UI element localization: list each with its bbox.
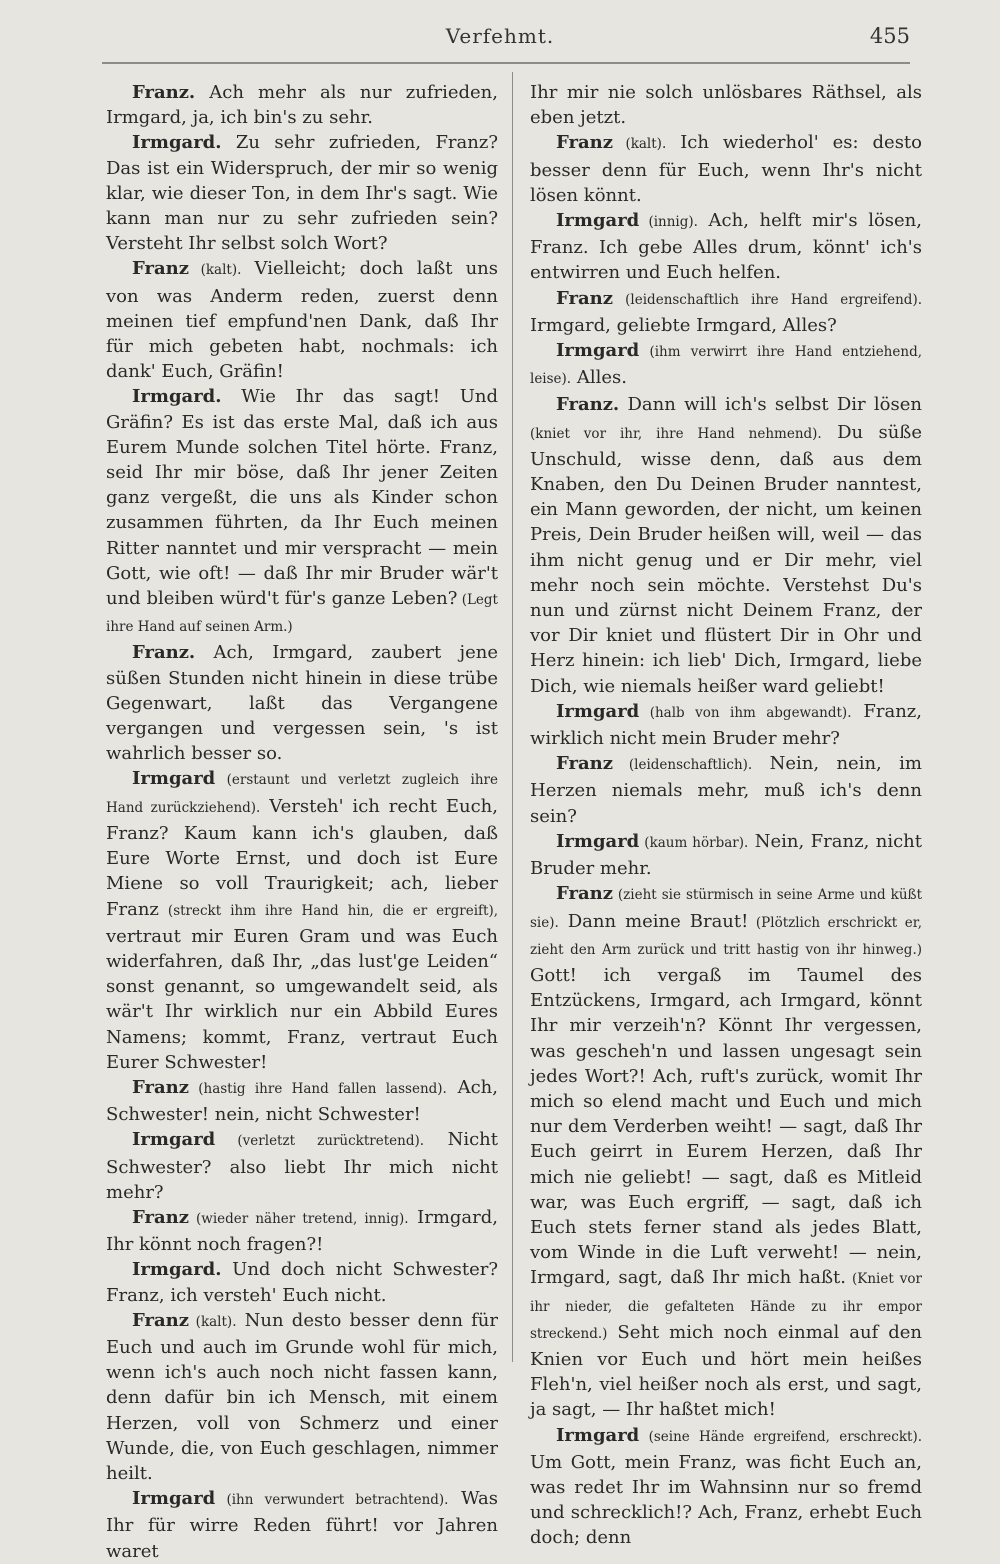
dialogue-paragraph (106, 1127, 498, 1205)
speaker-name: Franz. (556, 394, 620, 416)
dialogue-paragraph (106, 766, 498, 1074)
speaker-name: Franz (132, 258, 189, 280)
dialogue-text: Ach mehr als nur zufrieden, Irmgard, ja, ich bin's zu sehr. (106, 82, 498, 129)
stage-direction: (verletzt zurücktretend). (215, 1133, 425, 1150)
dialogue-text: Dann meine Braut! (558, 910, 749, 932)
dialogue-paragraph (106, 1075, 498, 1127)
stage-direction: (streckt ihm ihre Hand hin, die er ergreift), (158, 902, 498, 919)
speaker-name: Franz (556, 132, 613, 154)
stage-direction: (hastig ihre Hand fallen lassend). (188, 1080, 447, 1097)
dialogue-text: Versteh' ich recht Euch, Franz? Kaum kann ich's glauben, daß Eure Worte Ernst, und doch ist Eure Miene so voll Traurigkeit; ach, lieber Franz (106, 795, 498, 920)
dialogue-text: Alles. (571, 367, 627, 389)
stage-direction: (kaum hörbar). (639, 834, 749, 851)
dialogue-text: Dann will ich's selbst Dir lösen (619, 394, 922, 416)
stage-direction: (kniet vor ihr, ihre Hand nehmend). (530, 425, 822, 442)
speaker-name: Irmgard (556, 210, 640, 232)
dialogue-paragraph (106, 1205, 498, 1257)
stage-direction: (wieder näher tretend, innig). (188, 1210, 409, 1227)
speaker-name: Irmgard (556, 340, 640, 362)
speaker-name: Franz (132, 1309, 189, 1331)
dialogue-text: Vielleicht; doch laßt uns von was Anderm reden, zuerst denn meinen tief empfund'nen Dank, daß Ihr für mich gebeten habt, nochmals: ich dank' Euch, Gräfin! (106, 258, 499, 383)
dialogue-text: Nein, Franz, nicht Bruder mehr. (530, 830, 922, 880)
dialogue-paragraph (530, 80, 922, 130)
column-divider (512, 72, 513, 1362)
speaker-name: Franz. (132, 82, 196, 103)
dialogue-paragraph (106, 1308, 498, 1486)
speaker-name: Irmgard (556, 700, 640, 722)
dialogue-text: Nun desto besser denn für Euch und auch im Grunde wohl für mich, wenn ich's auch noch nicht fassen kann, denn dafür bin ich Mensch, mit einem Herzen, voll von Schmerz und einer Wunde, die, von Euch geschlagen, nimmer heilt. (106, 1309, 498, 1484)
stage-direction: (ihm verwirrt ihre Hand entziehend, leise). (530, 344, 922, 388)
dialogue-text: Ich wiederhol' es: desto besser denn für Euch, wenn Ihr's nicht lösen könnt. (530, 132, 923, 206)
dialogue-text: vertraut mir Euren Gram und was Euch widerfahren, daß Ihr, „das lust'ge Leiden“ sonst genannt, so umgewandelt seid, als wär't Ihr wirklich nur ein Abbild Eures Namens; kommt, Franz, vertraut Euch Eurer Schwester! (106, 925, 498, 1073)
dialogue-text: Du süße Unschuld, wisse denn, daß aus dem Knaben, den Du Deinen Bruder nanntest, ein Mann geworden, der nicht, um keinen Preis, Dein Bruder heißen will, weil — das ihm nicht genug und er Dir mehr, viel mehr noch sein möchte. Verstehst Du's nun und zürnst nicht Deinem Franz, der vor Dir kniet und flüstert Dir in Ohr und Herz hinein: ich lieb' Dich, Irmgard, liebe Dich, wie niemals heißer ward geliebt! (530, 421, 922, 697)
speaker-name: Irmgard. (132, 386, 222, 408)
running-title: Verfehmt. (445, 24, 555, 48)
stage-direction: (kalt). (188, 1313, 237, 1330)
stage-direction: (leidenschaftlich ihre Hand ergreifend). (612, 291, 922, 308)
header-rule (102, 62, 910, 64)
dialogue-paragraph (106, 1257, 498, 1307)
stage-direction: (erstaunt und verletzt zugleich ihre Hand zurückziehend). (106, 772, 498, 816)
dialogue-text: Seht mich noch einmal auf den Knien vor Euch und hört mein heißes Fleh'n, viel heißer noch als erst, und sagt, ja sagt, — Ihr haßtet mich! (530, 1321, 922, 1421)
dialogue-paragraph (530, 829, 922, 881)
dialogue-paragraph (106, 1486, 498, 1564)
speaker-name: Franz (132, 1076, 189, 1098)
dialogue-paragraph (106, 640, 498, 766)
page-header (0, 24, 1000, 54)
dialogue-text: Franz, wirklich nicht mein Bruder mehr? (530, 700, 922, 750)
dialogue-text: Nein, nein, im Herzen niemals mehr, muß ich's denn sein? (530, 753, 922, 827)
stage-direction: (Legt ihre Hand auf seinen Arm.) (106, 592, 498, 636)
stage-direction: (ihn verwundert betrachtend). (215, 1492, 449, 1509)
dialogue-paragraph (530, 881, 922, 1422)
dialogue-text: Gott! ich vergaß im Taumel des Entzückens, Irmgard, ach Irmgard, könnt Ihr mir verzeih'n? Könnt Ihr vergessen, was gescheh'n und lassen ungesagt sein jedes Wort?! Ach, ruft's zurück, womit Ihr mich so elend macht und Euch und mich nur dem Verderben weiht! — sagt, daß Ihr Euch geirrt in Eurem Herzen, daß Ihr mich nie geliebt! — sagt, daß es Mitleid war, was Euch ergriff, — sagt, daß ich Euch stets ferner stand als jedes Blatt, vom Winde in die Luft verweht! — nein, Irmgard, sagt, daß Ihr mich haßt. (530, 964, 922, 1289)
speaker-name: Franz (556, 883, 613, 905)
speaker-name: Irmgard (132, 768, 216, 790)
speaker-name: Irmgard (556, 1424, 640, 1446)
dialogue-paragraph (530, 699, 922, 751)
stage-direction: (Kniet vor ihr nieder, die gefalteten Hände zu ihr empor streckend.) (530, 1271, 922, 1342)
dialogue-text: Ach, Irmgard, zaubert jene süßen Stunden nicht hinein in diese trübe Gegenwart, laßt das Vergangene vergangen und vergessen sein, 's ist wahrlich besser so. (106, 642, 498, 765)
dialogue-paragraph (530, 286, 922, 338)
dialogue-text: Um Gott, mein Franz, was ficht Euch an, was redet Ihr im Wahnsinn nur so fremd und schrecklich!? Ach, Franz, erhebt Euch doch; denn (530, 1451, 922, 1549)
dialogue-text: Ach, helft mir's lösen, Franz. Ich gebe Alles drum, könnt' ich's entwirren und Euch helfen. (530, 210, 922, 284)
speaker-name: Franz (556, 287, 613, 309)
dialogue-paragraph (106, 130, 498, 256)
dialogue-paragraph (106, 256, 498, 384)
speaker-name: Irmgard. (132, 1259, 222, 1281)
dialogue-text: Zu sehr zufrieden, Franz? Das ist ein Widerspruch, der mir so wenig klar, wie dieser Ton, in dem Ihr's sagt. Wie kann man nur zu sehr zufrieden sein? Versteht Ihr selbst solch Wort? (106, 132, 498, 255)
dialogue-text: Ach, Schwester! nein, nicht Schwester! (106, 1076, 498, 1126)
dialogue-text: Wie Ihr das sagt! Und Gräfin? Es ist das erste Mal, daß ich aus Eurem Munde solchen Titel hörte. Franz, seid Ihr mir böse, daß Ihr jener Zeiten ganz vergeßt, die uns als Kinder schon zusammen führten, da Ihr Euch meinen Ritter nanntet und mir verspracht — mein Gott, wie oft! — daß Ihr mir Bruder wär't und bleiben würd't für's ganze Leben? (106, 386, 498, 610)
dialogue-paragraph (530, 130, 922, 208)
left-column (106, 80, 498, 1564)
right-column (530, 80, 922, 1551)
stage-direction: (halb von ihm abgewandt). (639, 704, 852, 721)
stage-direction: (zieht sie stürmisch in seine Arme und küßt sie). (530, 887, 922, 931)
speaker-name: Irmgard (132, 1129, 216, 1151)
stage-direction: (kalt). (188, 262, 242, 279)
speaker-name: Franz (556, 753, 613, 775)
dialogue-paragraph (106, 384, 498, 640)
dialogue-text: Nicht Schwester? also liebt Ihr mich nicht mehr? (106, 1129, 499, 1203)
stage-direction: (innig). (639, 214, 698, 231)
stage-direction: (kalt). (612, 136, 667, 153)
dialogue-text: Irmgard, geliebte Irmgard, Alles? (530, 314, 837, 336)
speaker-name: Irmgard (556, 830, 640, 852)
speaker-name: Franz (132, 1206, 189, 1228)
dialogue-text: Was Ihr für wirre Reden führt! vor Jahren waret (106, 1488, 498, 1562)
speaker-name: Irmgard (132, 1488, 216, 1510)
dialogue-text: Und doch nicht Schwester? Franz, ich versteh' Euch nicht. (106, 1259, 498, 1306)
dialogue-text: Ihr mir nie solch unlösbares Räthsel, als eben jetzt. (530, 82, 922, 129)
dialogue-text: Irmgard, Ihr könnt noch fragen?! (106, 1206, 498, 1256)
dialogue-paragraph (530, 338, 922, 392)
stage-direction: (leidenschaftlich). (612, 757, 753, 774)
dialogue-paragraph (530, 208, 922, 286)
speaker-name: Franz. (132, 642, 196, 664)
dialogue-paragraph (106, 80, 498, 130)
dialogue-paragraph (530, 392, 922, 698)
page-number: 455 (869, 24, 910, 48)
dialogue-paragraph (530, 751, 922, 829)
speaker-name: Irmgard. (132, 132, 222, 154)
dialogue-paragraph (530, 1423, 922, 1551)
stage-direction: (Plötzlich erschrickt er, zieht den Arm zurück und tritt hastig von ihr hinweg.) (530, 914, 922, 958)
stage-direction: (seine Hände ergreifend, erschreckt). (639, 1428, 922, 1445)
